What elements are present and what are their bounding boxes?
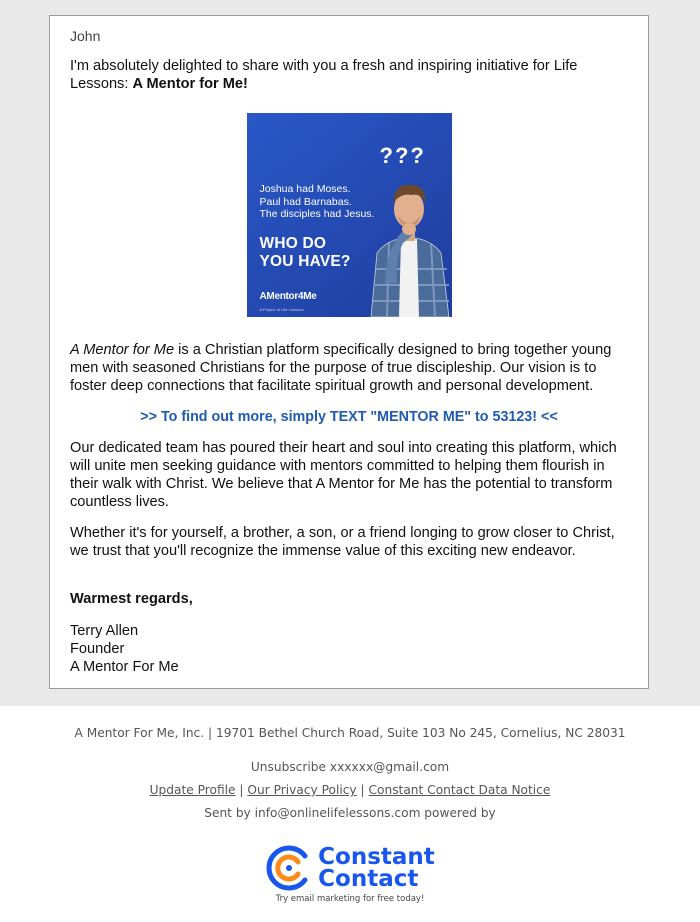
intro-bold: A Mentor for Me! bbox=[132, 76, 248, 92]
brand-line-2: Contact bbox=[318, 866, 419, 892]
sent-by: Sent by info@onlinelifelessons.com powered by bbox=[204, 806, 496, 820]
signature bbox=[70, 622, 628, 676]
unsubscribe-link[interactable]: Unsubscribe xxxxxx@gmail.com bbox=[250, 760, 450, 774]
brand-name bbox=[318, 846, 435, 890]
email-footer bbox=[0, 706, 700, 904]
hero-tagline-line: Joshua had Moses. bbox=[259, 183, 351, 195]
brand-italic: A Mentor for Me bbox=[70, 342, 175, 358]
person-illustration bbox=[365, 173, 452, 317]
signature-name: Terry Allen bbox=[70, 623, 139, 639]
greeting: John bbox=[70, 28, 101, 44]
hero-image[interactable] bbox=[247, 113, 452, 317]
hero-headline-line: YOU HAVE? bbox=[259, 253, 351, 270]
intro-paragraph bbox=[70, 57, 628, 93]
hero-tagline-line: Paul had Barnabas. bbox=[259, 195, 352, 208]
data-notice-link[interactable]: Constant Contact Data Notice bbox=[368, 783, 551, 797]
question-marks: ??? bbox=[379, 143, 426, 168]
hero-logo-sub: A Project of Life Lessons bbox=[259, 307, 304, 312]
footer-links bbox=[0, 783, 700, 801]
hero-tagline bbox=[260, 183, 375, 221]
constant-contact-badge[interactable] bbox=[0, 844, 700, 892]
footer-address: A Mentor For Me, Inc. | 19701 Bethel Church Road, Suite 103 No 245, Cornelius, NC 28031 bbox=[74, 726, 626, 740]
signature-org: A Mentor For Me bbox=[70, 659, 179, 675]
brand-line-1: Constant bbox=[318, 844, 435, 870]
team-paragraph: Our dedicated team has poured their heart and soul into creating this platform, which will unite men seeking guidance with mentors committed to helping them flourish in their walk with Christ. We believe that A Mentor for Me has the potential to transform countless lives. bbox=[70, 440, 617, 510]
update-profile-link[interactable]: Update Profile bbox=[149, 783, 236, 797]
hero-tagline-line: The disciples had Jesus. bbox=[259, 208, 375, 220]
hero-headline-line: WHO DO bbox=[259, 235, 327, 252]
hero-logo: AMentor4Me bbox=[259, 291, 317, 302]
description-paragraph bbox=[70, 341, 628, 395]
email-card bbox=[49, 15, 649, 689]
invitation-paragraph: Whether it's for yourself, a brother, a son, or a friend longing to grow closer to Christ, we trust that you'll recognize the immense value of this exciting new endeavor. bbox=[70, 525, 615, 559]
intro-text: I'm absolutely delighted to share with you a fresh and inspiring initiative for Life Lessons: bbox=[70, 58, 578, 92]
description-text: is a Christian platform specifically designed to bring together young men with seasoned Christians for the purpose of true discipleship. Our vision is to foster deep connections that facilitate spiritual growth and personal development. bbox=[70, 342, 612, 394]
separator: | bbox=[235, 783, 248, 797]
separator: | bbox=[356, 783, 369, 797]
signature-title: Founder bbox=[70, 641, 125, 657]
hero-headline bbox=[260, 235, 351, 271]
constant-contact-logo-icon bbox=[265, 844, 313, 892]
closing: Warmest regards, bbox=[70, 591, 193, 607]
privacy-policy-link[interactable]: Our Privacy Policy bbox=[247, 783, 357, 797]
text-cta: >> To find out more, simply TEXT "MENTOR ME" to 53123! << bbox=[140, 409, 558, 425]
brand-tagline: Try email marketing for free today! bbox=[275, 894, 425, 904]
